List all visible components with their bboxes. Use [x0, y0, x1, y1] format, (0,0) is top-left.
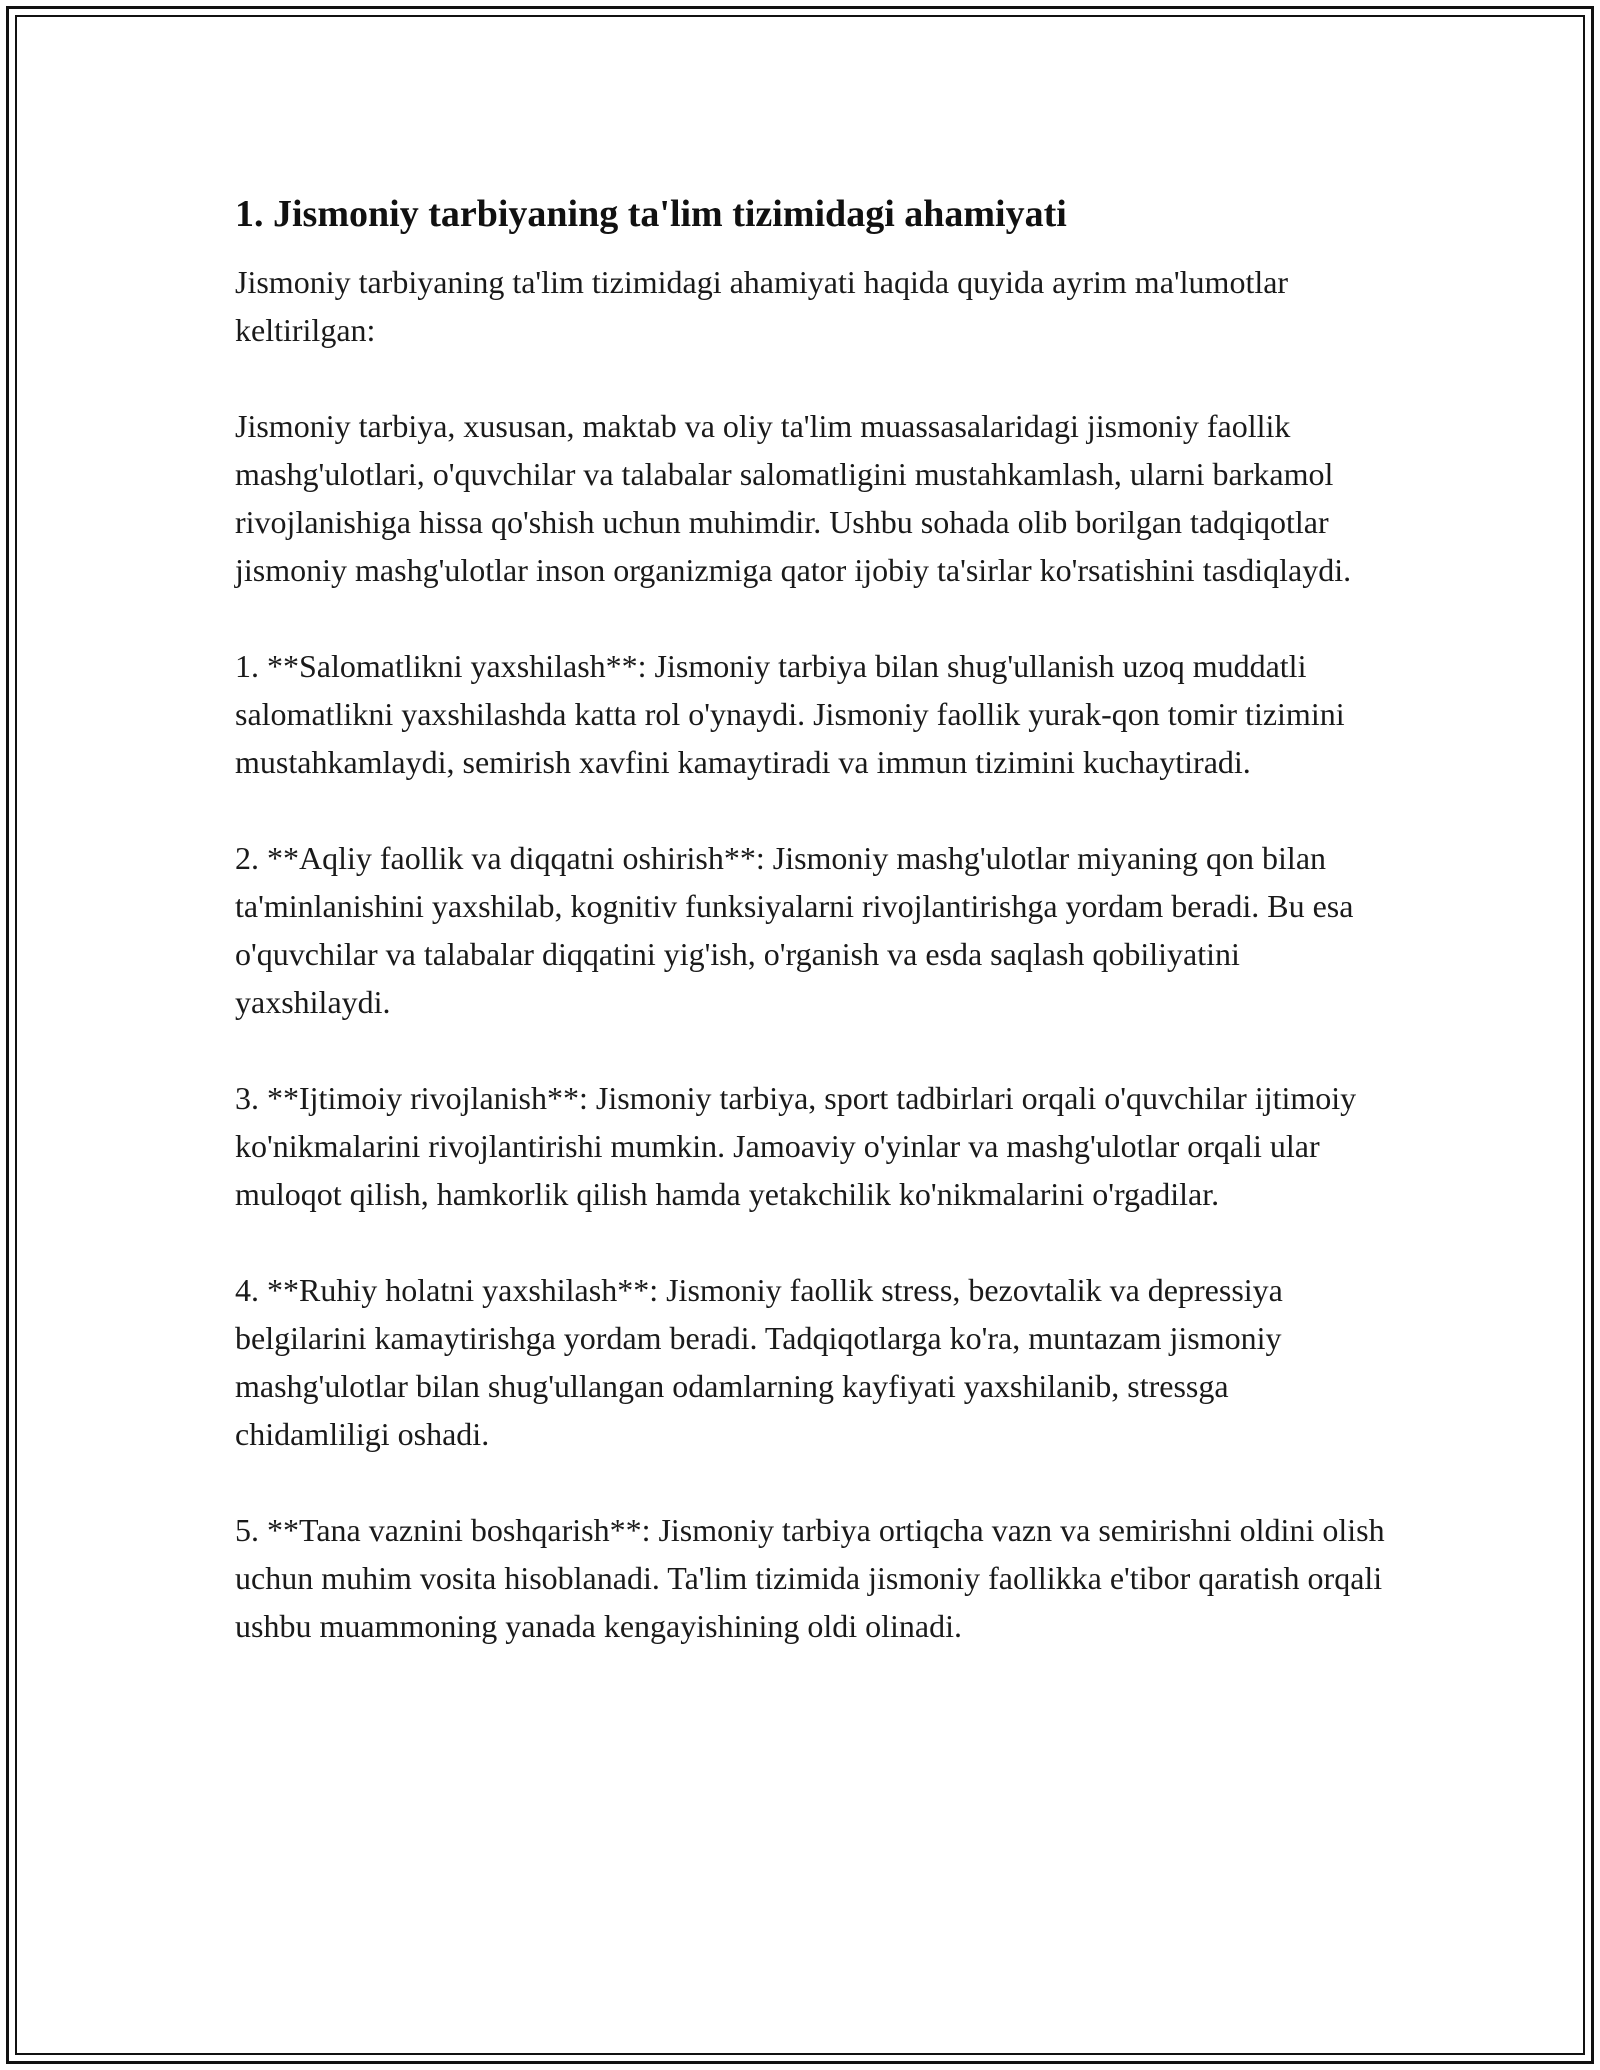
- list-item-social-development: 3. **Ijtimoiy rivojlanish**: Jismoniy tarbiya, sport tadbirlari orqali o'quvchilar ijtimoiy ko'nikmalarini rivojlantirishi mumkin. Jamoaviy o'yinlar va mashg'ulotlar orqali ular muloqot qilish, hamkorlik qilish hamda yetakchilik ko'nikmalarini o'rgadilar.: [235, 1080, 1357, 1212]
- list-item-weight-control: 5. **Tana vaznini boshqarish**: Jismoniy tarbiya ortiqcha vazn va semirishni oldini olish uchun muhim vosita hisoblanadi. Ta'lim tizimida jismoniy faollikka e'tibor qaratish orqali ushbu muammoning yanada kengayishining oldi olinadi.: [235, 1512, 1385, 1644]
- section-heading: 1. Jismoniy tarbiyaning ta'lim tizimidagi ahamiyati: [235, 193, 1067, 235]
- intro-paragraph: Jismoniy tarbiyaning ta'lim tizimidagi ahamiyati haqida quyida ayrim ma'lumotlar keltirilgan:: [235, 264, 1289, 348]
- list-item-health: 1. **Salomatlikni yaxshilash**: Jismoniy tarbiya bilan shug'ullanish uzoq muddatli salomatlikni yaxshilashda katta rol o'ynaydi. Jismoniy faollik yurak-qon tomir tizimini mustahkamlaydi, semirish xavfini kamaytiradi va immun tizimini kuchaytiradi.: [235, 648, 1345, 780]
- list-item-mental-state: 4. **Ruhiy holatni yaxshilash**: Jismoniy faollik stress, bezovtalik va depressiya belgilarini kamaytirishga yordam beradi. Tadqiqotlarga ko'ra, muntazam jismoniy mashg'ulotlar bilan shug'ullangan odamlarning kayfiyati yaxshilanib, stressga chidamliligi oshadi.: [235, 1272, 1283, 1452]
- document-body: [235, 180, 1385, 1698]
- overview-paragraph: Jismoniy tarbiya, xususan, maktab va oliy ta'lim muassasalaridagi jismoniy faollik mashg'ulotlari, o'quvchilar va talabalar salomatligini mustahkamlash, ularni barkamol rivojlanishiga hissa qo'shish uchun muhimdir. Ushbu sohada olib borilgan tadqiqotlar jismoniy mashg'ulotlar inson organizmiga qator ijobiy ta'sirlar ko'rsatishini tasdiqlaydi.: [235, 408, 1352, 588]
- list-item-mental-activity: 2. **Aqliy faollik va diqqatni oshirish**: Jismoniy mashg'ulotlar miyaning qon bilan ta'minlanishini yaxshilab, kognitiv funksiyalarni rivojlantirishga yordam beradi. Bu esa o'quvchilar va talabalar diqqatini yig'ish, o'rganish va esda saqlash qobiliyatini yaxshilaydi.: [235, 840, 1354, 1020]
